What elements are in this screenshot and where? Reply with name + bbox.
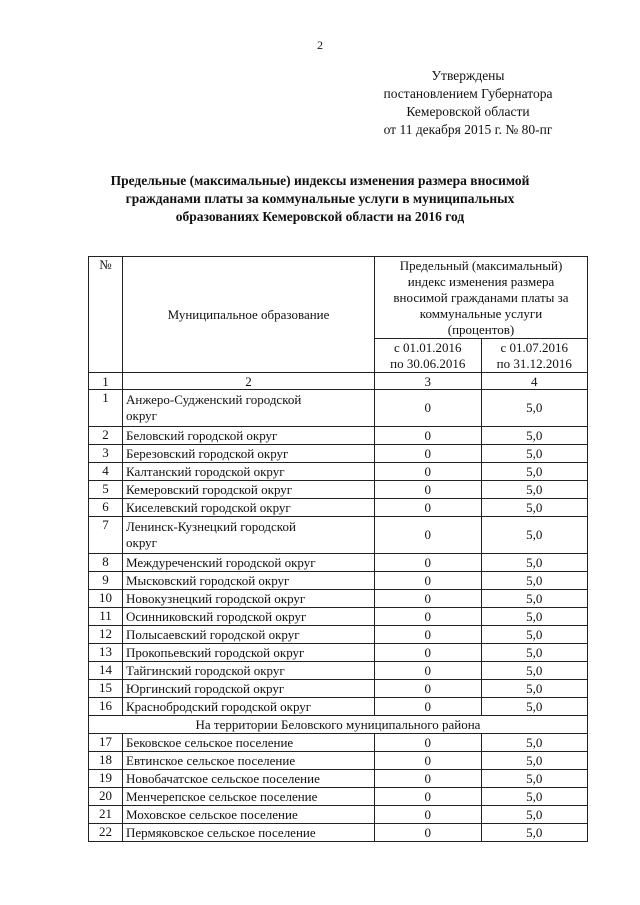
row-number: 22 xyxy=(89,824,123,842)
row-number: 6 xyxy=(89,499,123,517)
header-num: № xyxy=(89,257,123,373)
table-row xyxy=(89,770,588,788)
table-row xyxy=(89,698,588,716)
index-period-2: 5,0 xyxy=(481,734,588,752)
index-period-2: 5,0 xyxy=(481,806,588,824)
index-period-1: 0 xyxy=(375,481,482,499)
municipality-name: Краснобродский городской округ xyxy=(123,698,375,716)
header-index-line: индекс изменения размера xyxy=(407,274,555,289)
table-row xyxy=(89,390,588,427)
index-period-1: 0 xyxy=(375,752,482,770)
row-number: 7 xyxy=(89,517,123,554)
column-index-cell: 4 xyxy=(481,373,588,390)
municipality-name: Полысаевский городской округ xyxy=(123,626,375,644)
municipality-name: Новобачатское сельское поселение xyxy=(123,770,375,788)
row-number: 9 xyxy=(89,572,123,590)
section-title: На территории Беловского муниципального района xyxy=(89,716,588,734)
index-period-1: 0 xyxy=(375,734,482,752)
municipality-name: Междуреченский городской округ xyxy=(123,554,375,572)
index-period-1: 0 xyxy=(375,590,482,608)
table-row xyxy=(89,734,588,752)
index-period-2: 5,0 xyxy=(481,554,588,572)
table-row xyxy=(89,572,588,590)
column-index-row xyxy=(89,373,588,390)
table-row xyxy=(89,517,588,554)
municipality-name: Менчерепское сельское поселение xyxy=(123,788,375,806)
header-period-1 xyxy=(375,339,482,373)
table-row xyxy=(89,499,588,517)
table-row xyxy=(89,481,588,499)
row-number: 10 xyxy=(89,590,123,608)
index-period-1: 0 xyxy=(375,554,482,572)
row-number: 2 xyxy=(89,427,123,445)
indices-table xyxy=(88,256,588,842)
row-number: 11 xyxy=(89,608,123,626)
approval-line: от 11 декабря 2015 г. № 80-пг xyxy=(383,122,553,137)
row-number: 5 xyxy=(89,481,123,499)
row-number: 19 xyxy=(89,770,123,788)
header-name: Муниципальное образование xyxy=(123,257,375,373)
municipality-name-line: округ xyxy=(126,408,157,423)
index-period-2: 5,0 xyxy=(481,770,588,788)
municipality-name: Березовский городской округ xyxy=(123,445,375,463)
row-number: 4 xyxy=(89,463,123,481)
index-period-1: 0 xyxy=(375,463,482,481)
table-row xyxy=(89,806,588,824)
index-period-2: 5,0 xyxy=(481,608,588,626)
municipality-name: Калтанский городской округ xyxy=(123,463,375,481)
period-1-end: по 30.06.2016 xyxy=(390,355,466,371)
row-number: 14 xyxy=(89,662,123,680)
row-number: 12 xyxy=(89,626,123,644)
approval-block xyxy=(358,67,578,139)
row-number: 18 xyxy=(89,752,123,770)
index-period-2: 5,0 xyxy=(481,626,588,644)
municipality-name: Моховское сельское поселение xyxy=(123,806,375,824)
table-header-row xyxy=(89,257,588,339)
municipality-name: Евтинское сельское поселение xyxy=(123,752,375,770)
row-number: 8 xyxy=(89,554,123,572)
period-2-start: с 01.07.2016 xyxy=(500,339,569,355)
table-row xyxy=(89,463,588,481)
table-row xyxy=(89,680,588,698)
municipality-name-line: Ленинск-Кузнецкий городской xyxy=(126,519,296,534)
row-number: 13 xyxy=(89,644,123,662)
index-period-2: 5,0 xyxy=(481,463,588,481)
table-row xyxy=(89,554,588,572)
table-row xyxy=(89,752,588,770)
index-period-2: 5,0 xyxy=(481,824,588,842)
index-period-2: 5,0 xyxy=(481,590,588,608)
index-period-1: 0 xyxy=(375,806,482,824)
index-period-2: 5,0 xyxy=(481,445,588,463)
index-period-1: 0 xyxy=(375,680,482,698)
index-period-1: 0 xyxy=(375,770,482,788)
approval-line: Кемеровской области xyxy=(406,104,530,119)
index-period-1: 0 xyxy=(375,824,482,842)
index-period-2: 5,0 xyxy=(481,390,588,427)
municipality-name: Кемеровский городской округ xyxy=(123,481,375,499)
row-number: 20 xyxy=(89,788,123,806)
municipality-name: Осинниковский городской округ xyxy=(123,608,375,626)
row-number: 21 xyxy=(89,806,123,824)
row-number: 15 xyxy=(89,680,123,698)
municipality-name: Юргинский городской округ xyxy=(123,680,375,698)
index-period-2: 5,0 xyxy=(481,788,588,806)
municipality-name xyxy=(123,390,375,427)
table-row xyxy=(89,788,588,806)
index-period-2: 5,0 xyxy=(481,481,588,499)
index-period-2: 5,0 xyxy=(481,427,588,445)
index-period-2: 5,0 xyxy=(481,572,588,590)
municipality-name xyxy=(123,517,375,554)
index-period-1: 0 xyxy=(375,427,482,445)
table-row xyxy=(89,644,588,662)
index-period-1: 0 xyxy=(375,626,482,644)
document-title xyxy=(100,172,540,226)
municipality-name: Прокопьевский городской округ xyxy=(123,644,375,662)
index-period-2: 5,0 xyxy=(481,517,588,554)
municipality-name: Беловский городской округ xyxy=(123,427,375,445)
title-line: образованиях Кемеровской области на 2016 год xyxy=(175,209,465,224)
municipality-name-line: округ xyxy=(126,535,157,550)
index-period-2: 5,0 xyxy=(481,499,588,517)
index-period-2: 5,0 xyxy=(481,752,588,770)
index-period-1: 0 xyxy=(375,608,482,626)
index-period-1: 0 xyxy=(375,572,482,590)
header-index-line: (процентов) xyxy=(447,322,515,337)
table-row xyxy=(89,824,588,842)
header-index-line: вносимой гражданами платы за xyxy=(393,290,569,305)
table-row xyxy=(89,608,588,626)
index-period-2: 5,0 xyxy=(481,644,588,662)
index-period-2: 5,0 xyxy=(481,662,588,680)
column-index-cell: 3 xyxy=(375,373,482,390)
period-1-start: с 01.01.2016 xyxy=(393,339,462,355)
municipality-name: Новокузнецкий городской округ xyxy=(123,590,375,608)
title-line: Предельные (максимальные) индексы изменения размера вносимой xyxy=(110,173,530,188)
municipality-name-line: Анжеро-Судженский городской xyxy=(126,392,302,407)
row-number: 3 xyxy=(89,445,123,463)
header-index xyxy=(375,257,588,339)
table-row xyxy=(89,662,588,680)
table-row xyxy=(89,427,588,445)
section-row xyxy=(89,716,588,734)
index-period-2: 5,0 xyxy=(481,698,588,716)
approval-line: постановлением Губернатора xyxy=(383,86,553,101)
index-period-1: 0 xyxy=(375,517,482,554)
column-index-cell: 1 xyxy=(89,373,123,390)
index-period-1: 0 xyxy=(375,788,482,806)
row-number: 16 xyxy=(89,698,123,716)
page-number: 2 xyxy=(317,38,323,52)
municipality-name: Мысковский городской округ xyxy=(123,572,375,590)
header-index-line: коммунальные услуги xyxy=(419,306,543,321)
index-period-1: 0 xyxy=(375,644,482,662)
index-period-1: 0 xyxy=(375,499,482,517)
row-number: 1 xyxy=(89,390,123,427)
index-period-1: 0 xyxy=(375,662,482,680)
header-period-2 xyxy=(481,339,588,373)
index-period-1: 0 xyxy=(375,698,482,716)
table-row xyxy=(89,445,588,463)
index-period-2: 5,0 xyxy=(481,680,588,698)
column-index-cell: 2 xyxy=(123,373,375,390)
municipality-name: Киселевский городской округ xyxy=(123,499,375,517)
municipality-name: Пермяковское сельское поселение xyxy=(123,824,375,842)
header-index-line: Предельный (максимальный) xyxy=(399,258,563,273)
index-period-1: 0 xyxy=(375,445,482,463)
title-line: гражданами платы за коммунальные услуги в муниципальных xyxy=(125,191,515,206)
row-number: 17 xyxy=(89,734,123,752)
table-row xyxy=(89,590,588,608)
municipality-name: Бековское сельское поселение xyxy=(123,734,375,752)
table-row xyxy=(89,626,588,644)
approval-line: Утверждены xyxy=(431,68,505,83)
period-2-end: по 31.12.2016 xyxy=(496,355,572,371)
municipality-name: Тайгинский городской округ xyxy=(123,662,375,680)
index-period-1: 0 xyxy=(375,390,482,427)
